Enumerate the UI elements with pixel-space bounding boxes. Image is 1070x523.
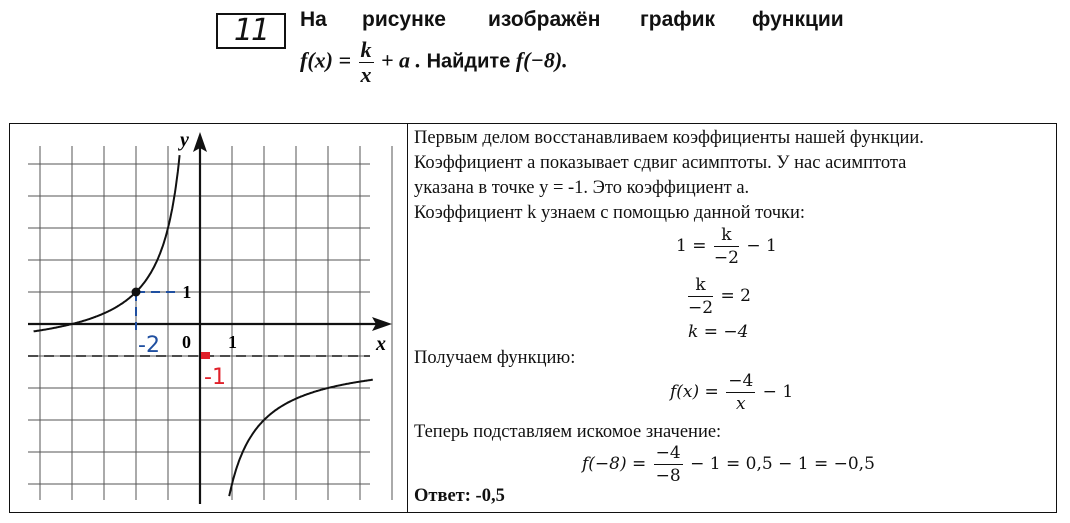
hyperbola-right-branch <box>229 380 373 496</box>
formula-fraction <box>359 38 374 87</box>
eq5-denominator: −8 <box>655 466 681 486</box>
eq5-tail: − 1 = 0,5 − 1 = −0,5 <box>690 454 875 474</box>
solution-paragraph-5: Получаем функцию: <box>414 348 576 368</box>
marked-point <box>132 288 141 297</box>
eq4-fraction <box>726 370 755 415</box>
equation-1 <box>676 224 777 269</box>
problem-header <box>0 0 1070 110</box>
axes <box>28 132 392 504</box>
solution-paragraph-6: Теперь подставляем искомое значение: <box>414 422 722 442</box>
eq2-tail: = 2 <box>720 286 751 306</box>
eq5-lhs: f(−8) = <box>582 454 647 474</box>
asymptote-label: -1 <box>204 365 226 390</box>
eq2-fraction <box>688 274 713 319</box>
word-4: график <box>640 8 716 31</box>
asymptote-marker <box>201 352 210 359</box>
solution-paragraph-4: Коэффициент k узнаем с помощью данной точки: <box>414 203 806 223</box>
answer: Ответ: -0,5 <box>414 486 505 506</box>
y-tick-one: 1 <box>182 282 192 302</box>
solution-cell <box>408 124 1056 512</box>
eq1-numerator: k <box>714 224 739 247</box>
task-text: Найдите <box>426 50 511 73</box>
word-1: На <box>300 8 327 31</box>
eq2-denominator: −2 <box>688 298 714 318</box>
equation-5 <box>582 442 875 487</box>
equation-3: k = −4 <box>688 322 749 342</box>
graph-cell <box>10 124 408 512</box>
problem-statement-line1 <box>300 8 860 38</box>
formula-lhs: f(x) = <box>300 47 352 73</box>
eq4-lhs: f(x) = <box>670 382 719 402</box>
point-x-label: -2 <box>138 333 160 358</box>
formula-numerator: k <box>360 37 372 62</box>
origin-label: 0 <box>182 332 191 352</box>
eq1-tail: − 1 <box>746 236 777 256</box>
equation-2 <box>686 274 751 319</box>
hyperbola-left-branch <box>34 155 180 331</box>
problem-statement-line2 <box>300 38 568 98</box>
eq5-fraction <box>654 442 683 487</box>
eq1-denominator: −2 <box>713 248 739 268</box>
task-expression: f(−8). <box>515 47 568 73</box>
function-graph <box>10 124 406 512</box>
x-tick-one: 1 <box>228 332 237 352</box>
eq1-fraction <box>714 224 739 269</box>
formula-denominator: x <box>360 62 372 87</box>
solution-table <box>9 123 1057 513</box>
eq2-numerator: k <box>688 274 713 297</box>
word-2: рисунке <box>362 8 446 31</box>
word-3: изображён <box>488 8 601 31</box>
eq4-numerator: −4 <box>728 371 754 391</box>
eq4-tail: − 1 <box>762 382 794 402</box>
solution-paragraph-2: Коэффициент а показывает сдвиг асимптоты. У нас асимптота <box>414 153 907 173</box>
eq5-numerator: −4 <box>655 443 681 463</box>
solution-paragraph-1: Первым делом восстанавливаем коэффициенты нашей функции. <box>414 128 924 148</box>
formula-tail: + a . <box>381 47 422 73</box>
word-5: функции <box>752 8 844 31</box>
solution-paragraph-3: указана в точке y = -1. Это коэффициент а. <box>414 178 750 198</box>
eq1-lhs: 1 = <box>676 236 707 256</box>
eq4-denominator: x <box>735 394 746 414</box>
problem-number: 11 <box>216 13 286 49</box>
equation-4 <box>670 370 793 415</box>
y-axis-label: y <box>180 129 189 151</box>
x-axis-label: x <box>376 333 386 355</box>
